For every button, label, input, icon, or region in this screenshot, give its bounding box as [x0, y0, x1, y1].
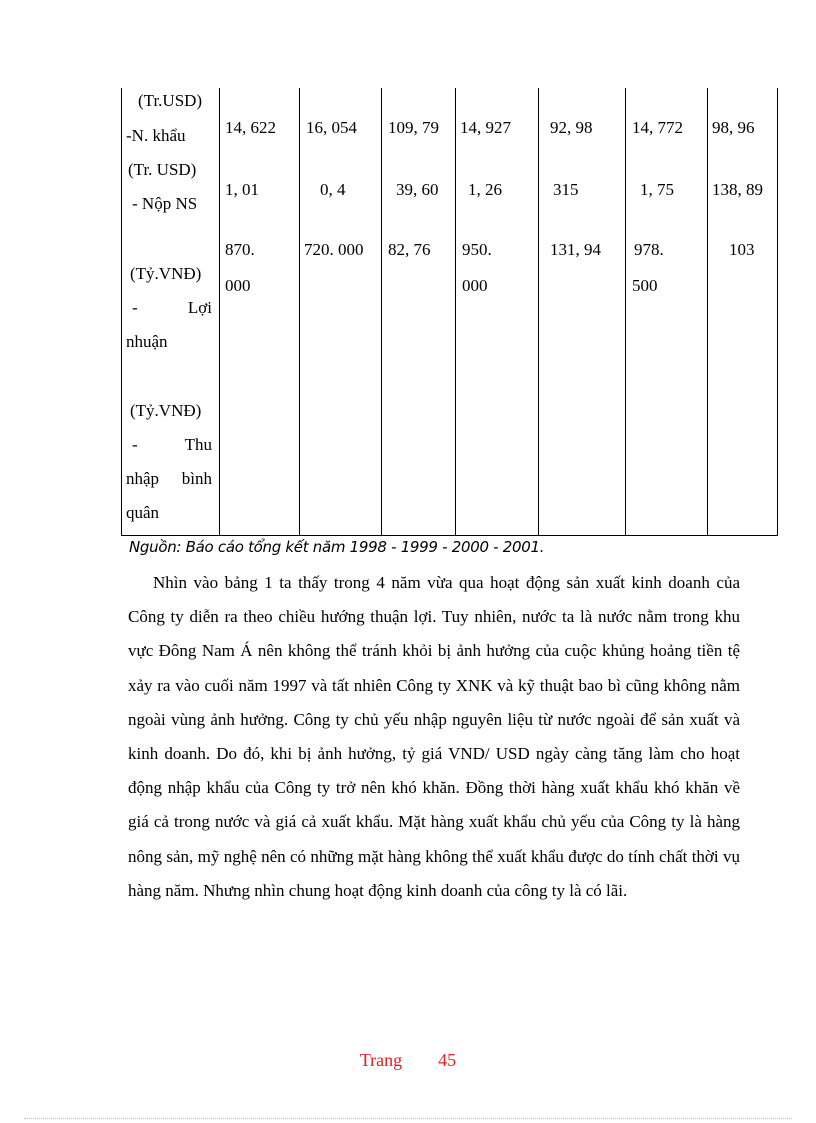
data-table	[121, 88, 778, 536]
cell-c2-r3a: 720. 000	[304, 240, 364, 259]
cell-c4-r3b: 000	[462, 276, 488, 295]
label-nhap-khau: -N. khẩu	[126, 126, 186, 145]
cell-c7-r2: 138, 89	[712, 180, 763, 199]
label-unit-vnd-2: (Tỷ.VNĐ)	[130, 401, 202, 420]
data-column-7	[708, 88, 778, 536]
cell-c4-r2: 1, 26	[468, 180, 502, 199]
cell-c4-r3a: 950.	[462, 240, 492, 259]
label-thu-nhap-2: nhập bình	[126, 469, 212, 488]
cell-c5-r3a: 131, 94	[550, 240, 601, 259]
cell-c1-r1: 14, 622	[225, 118, 276, 137]
label-loi-nhuan: - Lợi	[132, 298, 212, 317]
label-unit-usd-1: (Tr.USD)	[138, 91, 203, 110]
page-footer	[0, 1050, 816, 1071]
cell-c6-r3a: 978.	[634, 240, 664, 259]
cell-c6-r2: 1, 75	[640, 180, 674, 199]
cell-c3-r1: 109, 79	[388, 118, 439, 137]
data-column-6	[626, 88, 708, 536]
cell-c4-r1: 14, 927	[460, 118, 511, 137]
cell-c2-r2: 0, 4	[320, 180, 346, 199]
source-note: Nguồn: Báo cáo tổng kết năm 1998 - 1999 - 2000 - 2001.	[129, 538, 545, 556]
label-unit-usd-2: (Tr. USD)	[128, 160, 197, 179]
cell-c6-r3b: 500	[632, 276, 658, 295]
cell-c2-r1: 16, 054	[306, 118, 357, 137]
cell-c7-r1: 98, 96	[712, 118, 755, 137]
label-unit-vnd-1: (Tỷ.VNĐ)	[130, 264, 202, 283]
bottom-divider	[24, 1118, 792, 1119]
data-column-2	[300, 88, 382, 536]
row-label-column	[122, 88, 220, 536]
page-number: 45	[438, 1050, 457, 1070]
cell-c7-r3a: 103	[729, 240, 755, 259]
label-thu-nhap-3: quân	[126, 503, 160, 522]
footer-label: Trang	[359, 1050, 403, 1070]
cell-c5-r1: 92, 98	[550, 118, 593, 137]
cell-c1-r3a: 870.	[225, 240, 255, 259]
data-column-4	[456, 88, 539, 536]
cell-c3-r2: 39, 60	[396, 180, 439, 199]
body-paragraph: Nhìn vào bảng 1 ta thấy trong 4 năm vừa qua hoạt động sản xuất kinh doanh của Công ty diễn ra theo chiều hướng thuận lợi. Tuy nhiên, nước ta là nước nằm trong khu vực Đông Nam Á nên không thể tránh khỏi bị ảnh hưởng của cuộc khủng hoảng tiền tệ xảy ra vào cuối năm 1997 và tất nhiên Công ty XNK và kỹ thuật bao bì cũng không nằm ngoài vùng ảnh hưởng. Công ty chủ yếu nhập nguyên liệu từ nước ngoài để sản xuất và kinh doanh. Do đó, khi bị ảnh hưởng, tỷ giá VND/ USD ngày càng tăng làm cho hoạt động nhập khẩu của Công ty trở nên khó khăn. Đồng thời hàng xuất khẩu khó khăn về giá cả trong nước và giá cả xuất khẩu. Mặt hàng xuất khẩu chủ yếu của Công ty là hàng nông sản, mỹ nghệ nên có những mặt hàng không thể xuất khẩu được do tính chất thời vụ hàng năm. Nhưng nhìn chung hoạt động kinh doanh của công ty là có lãi.	[128, 573, 740, 900]
cell-c3-r3a: 82, 76	[388, 240, 431, 259]
cell-c5-r2: 315	[553, 180, 579, 199]
label-nop-ns: - Nộp NS	[132, 194, 198, 213]
cell-c6-r1: 14, 772	[632, 118, 683, 137]
cell-c1-r2: 1, 01	[225, 180, 259, 199]
label-loi-nhuan-2: nhuận	[126, 332, 168, 351]
data-column-3	[382, 88, 456, 536]
label-thu-nhap: - Thu	[132, 435, 212, 454]
data-column-5	[539, 88, 626, 536]
data-column-1	[220, 88, 300, 536]
cell-c1-r3b: 000	[225, 276, 251, 295]
